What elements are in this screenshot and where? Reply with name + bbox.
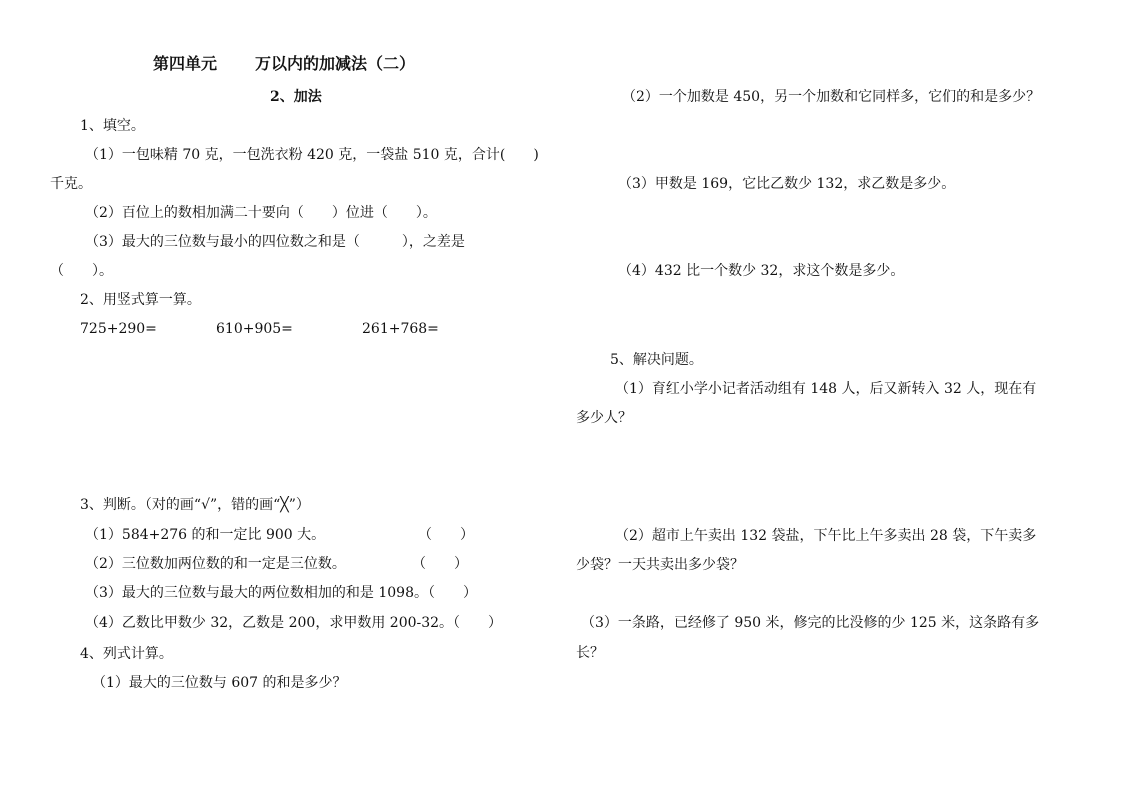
judge-q4: （4）乙数比甲数少 32，乙数是 200，求甲数用 200-32。（ ） (85, 615, 503, 631)
calc-q4: （4）432 比一个数少 32，求这个数是多少。 (618, 263, 905, 279)
judge-q1-paren: （ ） (418, 527, 474, 543)
section-2-heading: 2、用竖式算一算。 (80, 292, 201, 308)
section-3-heading: 3、判断。（对的画“√”，错的画“╳”） (80, 497, 310, 513)
problem-q2-line1: （2）超市上午卖出 132 袋盐，下午比上午多卖出 28 袋，下午卖多 (615, 528, 1037, 544)
judge-q3: （3）最大的三位数与最大的两位数相加的和是 1098。（ ） (85, 585, 477, 601)
section-4-heading: 4、列式计算。 (80, 646, 173, 662)
fill-q3-line2: （ ）。 (50, 263, 113, 279)
unit-label: 第四单元 (153, 54, 218, 73)
section-5-heading: 5、解决问题。 (610, 352, 703, 368)
calc-q3: （3）甲数是 169，它比乙数少 132，求乙数是多少。 (618, 176, 956, 192)
vertical-calc-3: 261+768= (362, 321, 439, 337)
calc-q1: （1）最大的三位数与 607 的和是多少？ (92, 675, 347, 691)
page-title: 万以内的加减法（二） (255, 54, 416, 73)
calc-q2: （2）一个加数是 450，另一个加数和它同样多，它们的和是多少？ (622, 89, 1041, 105)
fill-q1-line1: （1）一包味精 70 克，一包洗衣粉 420 克，一袋盐 510 克，合计( ) (85, 147, 539, 163)
vertical-calc-2: 610+905= (216, 321, 293, 337)
vertical-calc-1: 725+290= (80, 321, 157, 337)
section-subtitle: 2、加法 (270, 89, 322, 105)
judge-q2-paren: （ ） (412, 556, 468, 572)
problem-q2-line2: 少袋？一天共卖出多少袋？ (576, 557, 744, 573)
fill-q1-line2: 千克。 (50, 176, 92, 192)
judge-q1: （1）584+276 的和一定比 900 大。 (85, 527, 326, 543)
problem-q1-line2: 多少人？ (576, 410, 632, 426)
fill-q3-line1: （3）最大的三位数与最小的四位数之和是（ ），之差是 (85, 234, 465, 250)
problem-q3-line1: （3）一条路，已经修了 950 米，修完的比没修的少 125 米，这条路有多 (581, 615, 1040, 631)
fill-q2: （2）百位上的数相加满二十要向（ ）位进（ ）。 (85, 205, 437, 221)
judge-q2: （2）三位数加两位数的和一定是三位数。 (85, 556, 346, 572)
problem-q1-line1: （1）育红小学小记者活动组有 148 人，后又新转入 32 人，现在有 (615, 381, 1037, 397)
problem-q3-line2: 长？ (576, 645, 604, 661)
section-1-heading: 1、填空。 (80, 118, 145, 134)
